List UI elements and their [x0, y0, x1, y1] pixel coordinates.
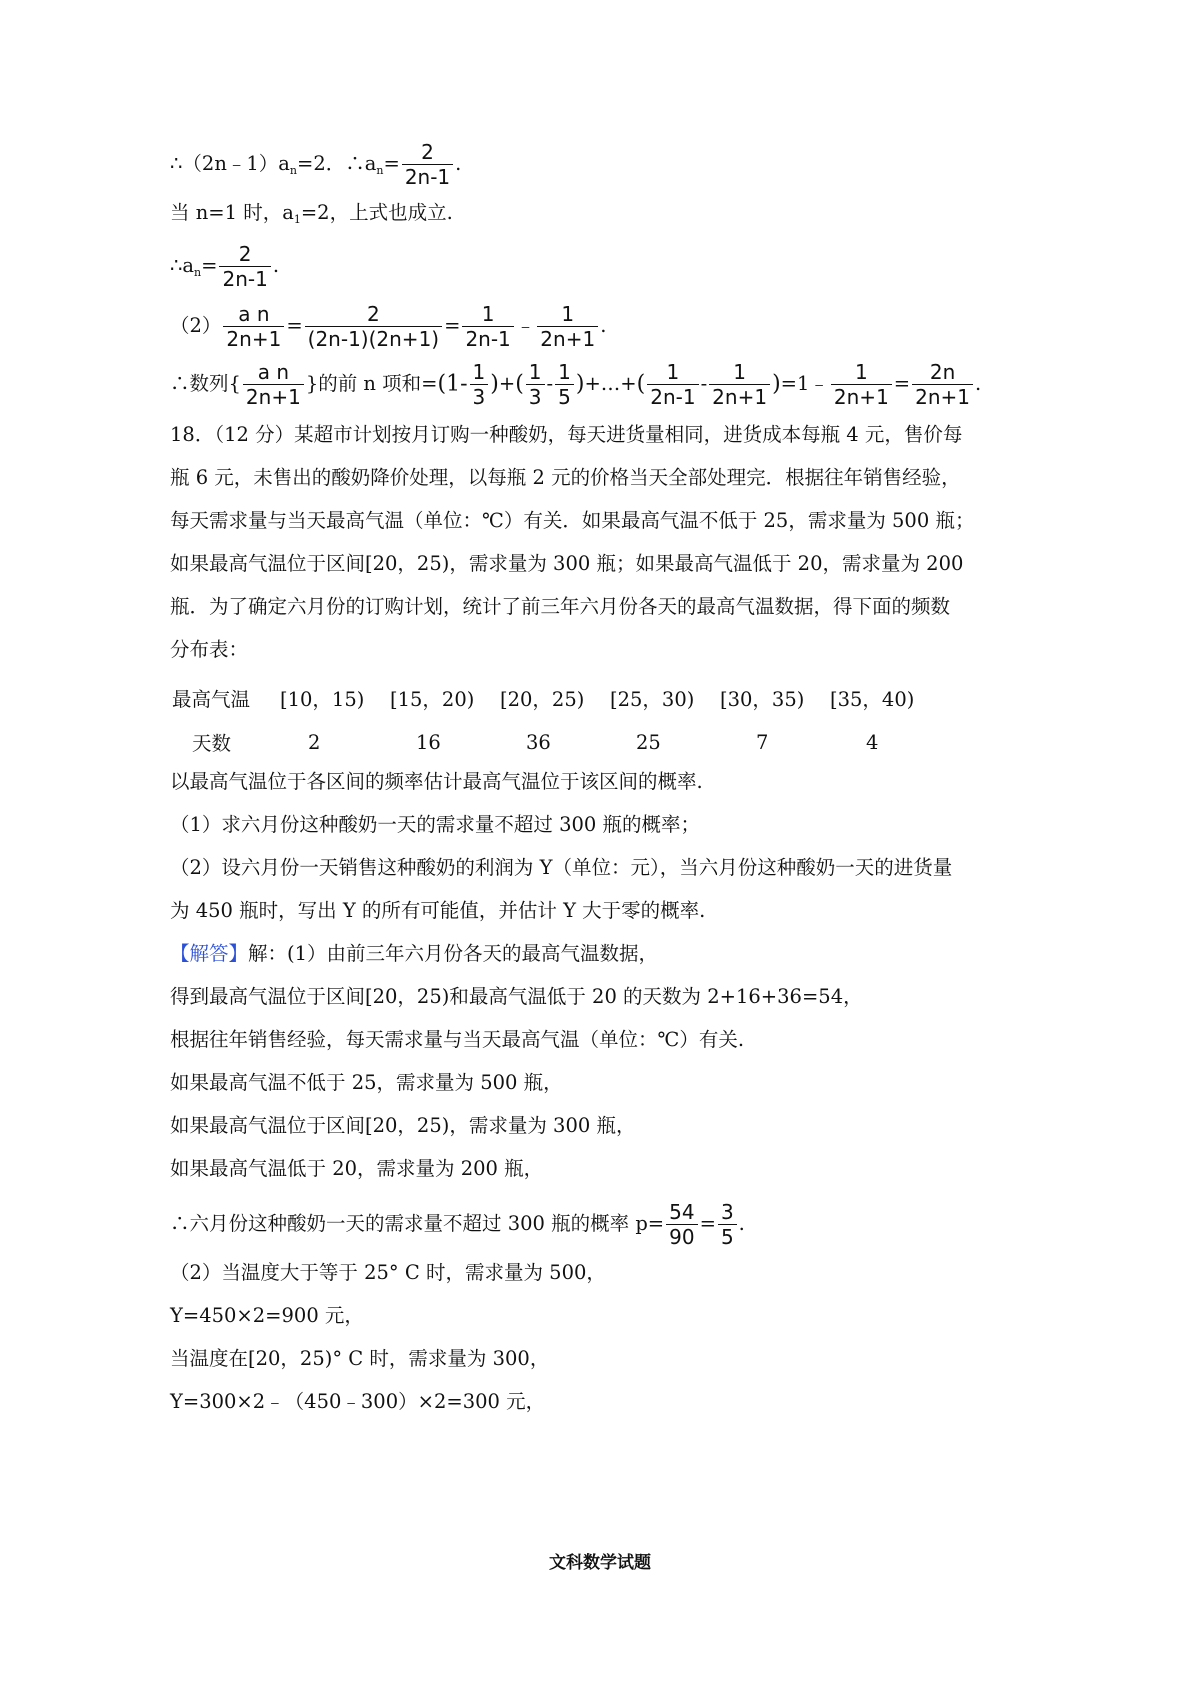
- text-line-2: [170, 198, 453, 235]
- text: +…+: [584, 372, 637, 395]
- denominator: 2n-1: [222, 267, 268, 291]
- denominator: 2n+1: [245, 385, 301, 409]
- subscript: n: [194, 266, 202, 279]
- numerator: 1: [831, 360, 892, 385]
- table-cell: [15，20): [390, 688, 475, 711]
- problem-line-1: 18．（12 分）某超市计划按月订购一种酸奶，每天进货量相同，进货成本每瓶 4 元，售价每: [170, 423, 963, 446]
- text: =: [699, 1212, 716, 1235]
- denominator: 3: [528, 385, 542, 409]
- numerator: 3: [718, 1200, 737, 1225]
- question-2b: 为 450 瓶时，写出 Y 的所有可能值，并估计 Y 大于零的概率.: [170, 899, 706, 922]
- table-cell: [25，30): [610, 688, 695, 711]
- text: -: [546, 372, 554, 395]
- solution-line-3: 根据往年销售经验，每天需求量与当天最高气温（单位：℃）有关.: [170, 1028, 745, 1051]
- text: +: [498, 372, 516, 395]
- fraction: [223, 302, 284, 351]
- fraction: [912, 360, 973, 409]
- numerator: 1: [647, 360, 698, 385]
- numerator: 54: [666, 1200, 697, 1225]
- solution-line-9: Y=450×2=900 元，: [170, 1304, 364, 1327]
- fraction: [666, 1200, 697, 1249]
- fraction: [555, 360, 574, 409]
- text: =2．∴a: [297, 152, 377, 175]
- text: -: [700, 372, 708, 395]
- table-row: [172, 676, 940, 720]
- answer-tag: 【解答】: [170, 942, 249, 965]
- page-footer: 文科数学试题: [549, 1553, 651, 1573]
- text: 当 n=1 时，a: [170, 201, 294, 224]
- table-cell: [20，25): [500, 688, 585, 711]
- formula-line-5: [170, 360, 981, 409]
- formula-line-4: [170, 302, 606, 351]
- denominator: 2n+1: [540, 327, 596, 351]
- table-cell: 7: [756, 730, 769, 754]
- fraction: [219, 242, 270, 291]
- problem-line-7: 以最高气温位于各区间的频率估计最高气温位于该区间的概率.: [170, 770, 703, 793]
- text: =: [201, 254, 218, 277]
- solution-line-7: [170, 1200, 745, 1249]
- denominator: 2n+1: [915, 385, 971, 409]
- fraction: [305, 302, 442, 351]
- problem-line-6: 分布表：: [170, 638, 249, 661]
- denominator: 2n+1: [833, 385, 889, 409]
- text: (: [636, 371, 646, 397]
- table-cell: 25: [636, 730, 661, 754]
- fraction: [526, 360, 545, 409]
- numerator: 2: [305, 302, 442, 327]
- subscript: 1: [293, 213, 301, 226]
- text: ∴数列{: [170, 372, 241, 395]
- solution-line-4: 如果最高气温不低于 25，需求量为 500 瓶，: [170, 1071, 563, 1094]
- solution-line-11: Y=300×2﹣（450﹣300）×2=300 元，: [170, 1390, 546, 1413]
- solution-line-5: 如果最高气温位于区间[20，25)，需求量为 300 瓶，: [170, 1114, 636, 1137]
- text: =2，上式也成立.: [300, 201, 453, 224]
- table-cell: 4: [866, 730, 879, 754]
- text: ﹣: [515, 314, 536, 337]
- numerator: 1: [526, 360, 545, 385]
- numerator: a n: [243, 360, 304, 385]
- text: 解：(1）由前三年六月份各天的最高气温数据，: [248, 942, 659, 965]
- solution-line-1: [170, 939, 658, 969]
- table-cell: [35，40): [830, 688, 915, 711]
- denominator: 2n+1: [712, 385, 768, 409]
- text: (1-: [437, 371, 468, 397]
- denominator: 3: [472, 385, 486, 409]
- table-header-temp: 最高气温: [172, 688, 251, 711]
- fraction: [402, 140, 453, 189]
- denominator: (2n-1)(2n+1): [307, 327, 440, 351]
- text: =1﹣: [780, 372, 829, 395]
- text: （2）: [170, 314, 222, 337]
- table-cell: 36: [526, 730, 551, 754]
- numerator: 1: [709, 360, 770, 385]
- question-2a: （2）设六月份一天销售这种酸奶的利润为 Y（单位：元），当六月份这种酸奶一天的进货量: [170, 856, 953, 879]
- text: ): [490, 371, 499, 397]
- numerator: 2: [402, 140, 453, 165]
- formula-line-1: [170, 140, 461, 189]
- numerator: 2n: [912, 360, 973, 385]
- solution-line-2: 得到最高气温位于区间[20，25)和最高气温低于 20 的天数为 2+16+36=54，: [170, 985, 863, 1008]
- table-cell: 2: [308, 730, 321, 754]
- denominator: 90: [669, 1225, 695, 1249]
- formula-line-3: [170, 242, 279, 291]
- text: .: [738, 1212, 745, 1235]
- frequency-table: [172, 676, 940, 764]
- fraction: [709, 360, 770, 409]
- table-header-days: 天数: [192, 732, 232, 755]
- question-1: （1）求六月份这种酸奶一天的需求量不超过 300 瓶的概率；: [170, 813, 701, 836]
- text: ∴六月份这种酸奶一天的需求量不超过 300 瓶的概率 p=: [170, 1212, 665, 1235]
- table-cell: [30，35): [720, 688, 805, 711]
- text: ): [772, 371, 781, 397]
- solution-line-6: 如果最高气温低于 20，需求量为 200 瓶，: [170, 1157, 544, 1180]
- solution-line-10: 当温度在[20，25)° C 时，需求量为 300，: [170, 1347, 550, 1370]
- text: .: [600, 314, 607, 337]
- text: =: [893, 372, 911, 395]
- fraction: [718, 1200, 737, 1249]
- fraction: [537, 302, 598, 351]
- subscript: n: [289, 164, 297, 177]
- text: ∴（2n﹣1）a: [170, 152, 290, 175]
- denominator: 2n+1: [226, 327, 282, 351]
- problem-line-3: 每天需求量与当天最高气温（单位：℃）有关．如果最高气温不低于 25，需求量为 500 瓶；: [170, 509, 975, 532]
- denominator: 2n-1: [465, 327, 511, 351]
- fraction: [647, 360, 698, 409]
- text: .: [455, 152, 462, 175]
- text: }的前 n 项和=: [305, 372, 438, 395]
- numerator: 1: [537, 302, 598, 327]
- problem-line-5: 瓶．为了确定六月份的订购计划，统计了前三年六月份各天的最高气温数据，得下面的频数: [170, 595, 951, 618]
- numerator: 1: [470, 360, 489, 385]
- denominator: 2n-1: [404, 165, 451, 189]
- fraction: [470, 360, 489, 409]
- subscript: n: [376, 164, 384, 177]
- numerator: 1: [555, 360, 574, 385]
- denominator: 2n-1: [650, 385, 696, 409]
- numerator: 1: [462, 302, 513, 327]
- text: .: [272, 254, 280, 277]
- table-cell: [10，15): [280, 688, 365, 711]
- fraction: [462, 302, 513, 351]
- text: =: [444, 314, 461, 337]
- text: .: [975, 372, 982, 395]
- text: ): [575, 371, 585, 397]
- text: =: [286, 314, 303, 337]
- problem-line-2: 瓶 6 元，未售出的酸奶降价处理，以每瓶 2 元的价格当天全部处理完．根据往年销售经验，: [170, 466, 961, 489]
- fraction: [831, 360, 892, 409]
- table-row: [172, 720, 940, 764]
- fraction: [243, 360, 304, 409]
- text: ∴a: [170, 254, 195, 277]
- denominator: 5: [558, 385, 571, 409]
- table-cell: 16: [416, 730, 441, 754]
- numerator: a n: [223, 302, 284, 327]
- numerator: 2: [219, 242, 270, 267]
- text: =: [383, 152, 400, 175]
- text: (: [515, 371, 524, 397]
- solution-line-8: （2）当温度大于等于 25° C 时，需求量为 500，: [170, 1261, 606, 1284]
- denominator: 5: [720, 1225, 734, 1249]
- problem-line-4: 如果最高气温位于区间[20，25)，需求量为 300 瓶；如果最高气温低于 20，需求量为 200: [170, 552, 964, 575]
